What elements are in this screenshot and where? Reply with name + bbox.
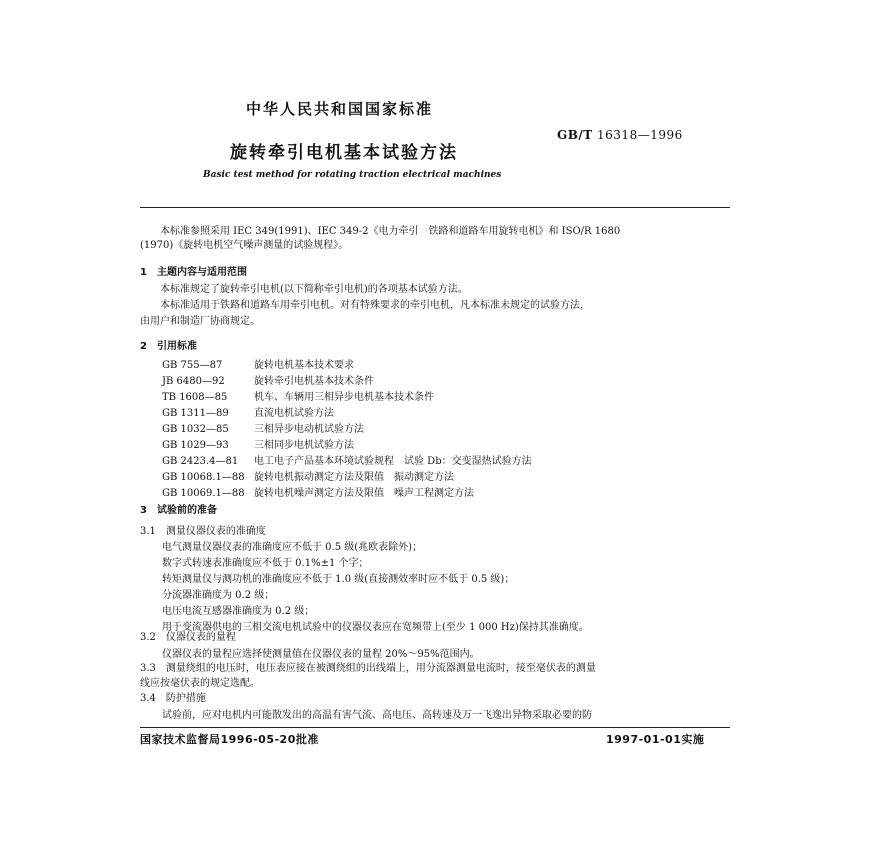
reference-code: GB 1032—85 xyxy=(162,424,229,435)
section-3-4-heading: 3.4 防护措施 xyxy=(140,693,206,704)
foreword-line-1: 本标准参照采用 IEC 349(1991)、IEC 349-2《电力牵引 铁路和道路车用旋转电机》和 ISO/R 1680 xyxy=(160,226,621,237)
section-3-2-text: 仪器仪表的量程应选择使测量值在仪器仪表的量程 20%～95%范围内。 xyxy=(162,649,480,660)
reference-code: GB 1311—89 xyxy=(162,408,229,419)
reference-code: GB 2423.4—81 xyxy=(162,456,239,467)
reference-title: 电工电子产品基本环境试验规程 试验 Db：交变湿热试验方法 xyxy=(254,456,532,467)
reference-title: 机车、车辆用三相异步电机基本技术条件 xyxy=(254,392,434,403)
reference-code: GB 1029—93 xyxy=(162,440,229,451)
reference-item xyxy=(162,422,532,438)
reference-item xyxy=(162,486,532,502)
reference-item xyxy=(162,390,532,406)
accuracy-item: 分流器准确度为 0.2 级； xyxy=(162,590,275,601)
foreword-line-2: (1970)《旋转电机空气噪声测量的试验规程》。 xyxy=(140,240,349,251)
approval-date: 国家技术监督局1996-05-20批准 xyxy=(140,733,319,746)
reference-item xyxy=(162,358,532,374)
reference-code: GB 755—87 xyxy=(162,360,223,371)
section-1-paragraph-2-line-2: 由用户和制造厂协商规定。 xyxy=(140,316,260,327)
standard-type-heading: 中华人民共和国国家标准 xyxy=(246,100,434,118)
effective-date: 1997-01-01实施 xyxy=(606,733,705,746)
section-1-paragraph-2-line-1: 本标准适用于铁路和道路车用牵引电机。对有特殊要求的牵引电机，凡本标准未规定的试验方法， xyxy=(160,300,590,311)
standard-number xyxy=(557,128,683,142)
reference-code: GB 10069.1—88 xyxy=(162,488,245,499)
reference-item xyxy=(162,470,532,486)
accuracy-item: 转矩测量仪与测功机的准确度应不低于 1.0 级(直接测效率时应不低于 0.5 级)； xyxy=(162,574,515,585)
reference-list xyxy=(162,358,532,502)
reference-item xyxy=(162,406,532,422)
reference-title: 旋转牵引电机基本技术条件 xyxy=(254,376,374,387)
section-3-3-line-1: 3.3 测量绕组的电压时，电压表应接在被测绕组的出线端上，用分流器测量电流时，接至毫伏表的测量 xyxy=(140,663,596,674)
reference-title: 直流电机试验方法 xyxy=(254,408,334,419)
section-3-2-heading: 3.2 仪器仪表的量程 xyxy=(140,632,236,643)
standard-code: 16318—1996 xyxy=(597,128,683,142)
reference-code: TB 1608—85 xyxy=(162,392,228,403)
section-3-1-heading: 3.1 测量仪器仪表的准确度 xyxy=(140,526,266,537)
footer-rule xyxy=(140,727,730,728)
section-3-3-line-2: 线应按毫伏表的规定选配。 xyxy=(140,678,260,689)
reference-item xyxy=(162,374,532,390)
header-rule xyxy=(140,207,730,208)
section-1-paragraph-1: 本标准规定了旋转牵引电机(以下简称牵引电机)的各项基本试验方法。 xyxy=(160,284,468,295)
accuracy-item: 用于变流器供电的三相交流电机试验中的仪器仪表应在宽频带上(至少 1 000 Hz)保持其准确度。 xyxy=(162,622,589,633)
reference-code: GB 10068.1—88 xyxy=(162,472,245,483)
reference-title: 旋转电机基本技术要求 xyxy=(254,360,354,371)
accuracy-item: 数字式转速表准确度应不低于 0.1%±1 个字； xyxy=(162,558,369,569)
document-title-cn: 旋转牵引电机基本试验方法 xyxy=(230,143,458,163)
section-2-heading: 2 引用标准 xyxy=(140,341,197,352)
reference-item xyxy=(162,454,532,470)
section-3-heading: 3 试验前的准备 xyxy=(140,505,217,516)
reference-title: 旋转电机噪声测定方法及限值 噪声工程测定方法 xyxy=(254,488,474,499)
document-title-en: Basic test method for rotating traction electrical machines xyxy=(203,170,502,180)
reference-title: 三相异步电动机试验方法 xyxy=(254,424,364,435)
section-3-1-items xyxy=(162,540,589,636)
accuracy-item: 电气测量仪器仪表的准确度应不低于 0.5 级(兆欧表除外)； xyxy=(162,542,423,553)
reference-title: 三相同步电机试验方法 xyxy=(254,440,354,451)
accuracy-item: 电压电流互感器准确度为 0.2 级； xyxy=(162,606,315,617)
section-3-4-text: 试验前，应对电机内可能散发出的高温有害气流、高电压、高转速及万一飞逸出异物采取必要的防 xyxy=(162,710,592,721)
standard-prefix: GB/T xyxy=(557,128,593,142)
reference-item xyxy=(162,438,532,454)
reference-title: 旋转电机振动测定方法及限值 振动测定方法 xyxy=(254,472,454,483)
section-1-heading: 1 主题内容与适用范围 xyxy=(140,267,247,278)
reference-code: JB 6480—92 xyxy=(162,376,225,387)
